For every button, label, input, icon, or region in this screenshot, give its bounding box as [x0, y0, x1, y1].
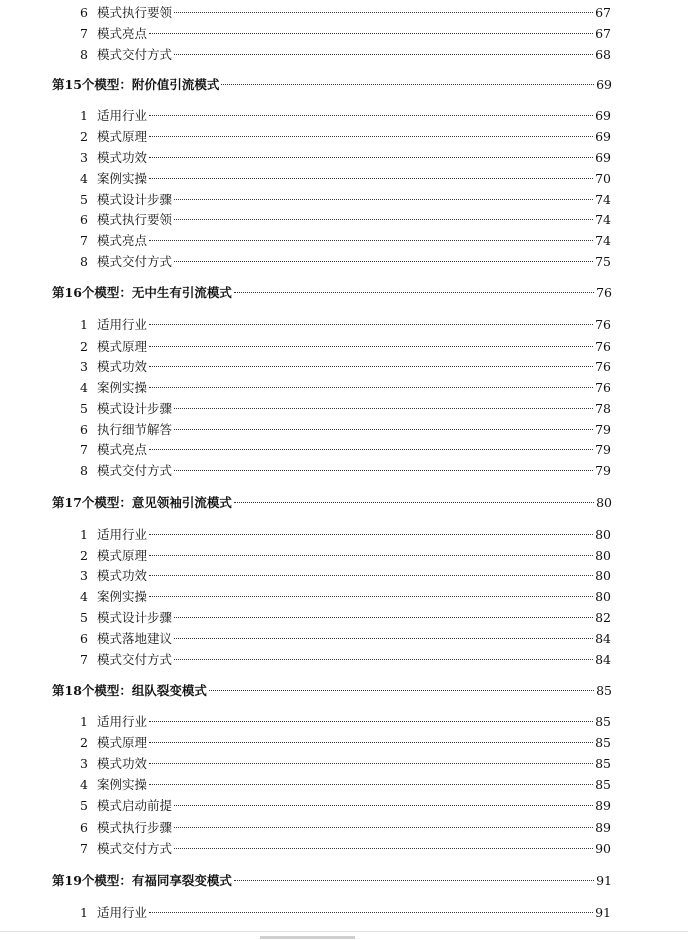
entry-number: 2: [80, 129, 88, 144]
entry-number: 7: [80, 26, 88, 41]
toc-entry[interactable]: [80, 231, 611, 251]
dot-leader: [149, 33, 593, 34]
entry-page-number: 69: [595, 150, 611, 165]
entry-number: 8: [80, 254, 88, 269]
entry-number: 8: [80, 47, 88, 62]
toc-entry[interactable]: [80, 210, 611, 230]
toc-entry[interactable]: [80, 566, 611, 586]
dot-leader: [149, 784, 593, 785]
chapter-title: 第16个模型：无中生有引流模式: [52, 285, 232, 300]
entry-page-number: 67: [595, 26, 611, 41]
entry-number: 4: [80, 380, 88, 395]
entry-label: 模式执行要领: [97, 212, 173, 227]
entry-number: 1: [80, 905, 88, 920]
entry-label: 执行细节解答: [97, 422, 173, 437]
toc-entry[interactable]: [80, 24, 611, 44]
toc-entry[interactable]: [80, 733, 611, 753]
dot-leader: [221, 84, 594, 85]
toc-entry[interactable]: [80, 903, 611, 923]
dot-leader: [174, 659, 593, 660]
chapter-title: 第19个模型：有福同享裂变模式: [52, 873, 232, 888]
toc-chapter-heading[interactable]: [52, 681, 612, 701]
toc-entry[interactable]: [80, 45, 611, 65]
dot-leader: [149, 742, 593, 743]
entry-number: 3: [80, 756, 88, 771]
entry-number: 2: [80, 339, 88, 354]
entry-label: 适用行业: [97, 108, 148, 123]
entry-label: 模式功效: [97, 756, 148, 771]
entry-number: 2: [80, 548, 88, 563]
entry-page-number: 84: [595, 652, 611, 667]
dot-leader: [149, 178, 593, 179]
entry-number: 6: [80, 820, 88, 835]
toc-entry[interactable]: [80, 461, 611, 481]
dot-leader: [149, 115, 593, 116]
dot-leader: [174, 219, 593, 220]
toc-chapter-heading[interactable]: [52, 871, 612, 891]
entry-label: 模式交付方式: [97, 841, 173, 856]
toc-entry[interactable]: [80, 357, 611, 377]
entry-number: 1: [80, 527, 88, 542]
dot-leader: [149, 346, 593, 347]
toc-entry[interactable]: [80, 650, 611, 670]
dot-leader: [149, 449, 593, 450]
entry-page-number: 85: [595, 777, 611, 792]
entry-label: 模式设计步骤: [97, 401, 173, 416]
toc-entry[interactable]: [80, 169, 611, 189]
entry-page-number: 82: [595, 610, 611, 625]
entry-label: 模式执行要领: [97, 5, 173, 20]
dot-leader: [149, 596, 593, 597]
entry-number: 4: [80, 589, 88, 604]
entry-number: 5: [80, 401, 88, 416]
entry-number: 5: [80, 798, 88, 813]
entry-page-number: 85: [595, 756, 611, 771]
entry-page-number: 74: [595, 233, 611, 248]
entry-page-number: 78: [595, 401, 611, 416]
entry-number: 1: [80, 714, 88, 729]
entry-page-number: 74: [595, 192, 611, 207]
entry-page-number: 76: [595, 380, 611, 395]
entry-page-number: 79: [595, 422, 611, 437]
entry-number: 7: [80, 442, 88, 457]
entry-label: 模式交付方式: [97, 47, 173, 62]
entry-label: 模式交付方式: [97, 463, 173, 478]
entry-label: 模式原理: [97, 339, 148, 354]
entry-page-number: 80: [595, 568, 611, 583]
entry-label: 模式原理: [97, 548, 148, 563]
toc-entry[interactable]: [80, 252, 611, 272]
chapter-page-number: 80: [596, 495, 612, 510]
toc-entry[interactable]: [80, 629, 611, 649]
dot-leader: [174, 827, 593, 828]
entry-label: 模式落地建议: [97, 631, 173, 646]
dot-leader: [174, 805, 593, 806]
dot-leader: [149, 555, 593, 556]
dot-leader: [149, 575, 593, 576]
entry-label: 适用行业: [97, 905, 148, 920]
entry-number: 7: [80, 841, 88, 856]
page-divider: [0, 931, 688, 932]
dot-leader: [174, 199, 593, 200]
dot-leader: [174, 12, 593, 13]
dot-leader: [149, 387, 593, 388]
entry-page-number: 75: [595, 254, 611, 269]
entry-label: 模式功效: [97, 150, 148, 165]
entry-number: 6: [80, 631, 88, 646]
toc-chapter-heading[interactable]: [52, 75, 612, 95]
entry-number: 8: [80, 463, 88, 478]
entry-label: 适用行业: [97, 527, 148, 542]
entry-number: 6: [80, 422, 88, 437]
toc-entry[interactable]: [80, 839, 611, 859]
entry-label: 模式功效: [97, 359, 148, 374]
chapter-page-number: 76: [596, 285, 612, 300]
entry-label: 模式设计步骤: [97, 192, 173, 207]
toc-entry[interactable]: [80, 337, 611, 357]
entry-label: 案例实操: [97, 777, 148, 792]
entry-number: 1: [80, 317, 88, 332]
toc-entry[interactable]: [80, 420, 611, 440]
entry-label: 模式设计步骤: [97, 610, 173, 625]
entry-number: 4: [80, 777, 88, 792]
dot-leader: [174, 638, 593, 639]
entry-page-number: 67: [595, 5, 611, 20]
entry-page-number: 74: [595, 212, 611, 227]
entry-page-number: 79: [595, 442, 611, 457]
entry-number: 3: [80, 359, 88, 374]
toc-entry[interactable]: [80, 754, 611, 774]
toc-entry[interactable]: [80, 148, 611, 168]
entry-label: 模式功效: [97, 568, 148, 583]
dot-leader: [149, 136, 593, 137]
toc-entry[interactable]: [80, 608, 611, 628]
toc-entry[interactable]: [80, 106, 611, 126]
toc-entry[interactable]: [80, 399, 611, 419]
entry-number: 5: [80, 610, 88, 625]
entry-label: 适用行业: [97, 714, 148, 729]
entry-number: 3: [80, 150, 88, 165]
dot-leader: [149, 912, 593, 913]
dot-leader: [149, 157, 593, 158]
entry-page-number: 89: [595, 798, 611, 813]
entry-page-number: 80: [595, 548, 611, 563]
chapter-title: 第15个模型：附价值引流模式: [52, 77, 220, 92]
entry-label: 模式原理: [97, 129, 148, 144]
entry-page-number: 80: [595, 589, 611, 604]
toc-entry[interactable]: [80, 440, 611, 460]
dot-leader: [234, 292, 594, 293]
toc-entry[interactable]: [80, 546, 611, 566]
entry-label: 模式原理: [97, 735, 148, 750]
entry-label: 模式亮点: [97, 26, 148, 41]
chapter-page-number: 85: [596, 683, 612, 698]
dot-leader: [234, 502, 594, 503]
dot-leader: [149, 534, 593, 535]
toc-entry[interactable]: [80, 712, 611, 732]
entry-label: 模式亮点: [97, 233, 148, 248]
dot-leader: [174, 848, 593, 849]
entry-page-number: 91: [595, 905, 611, 920]
entry-number: 1: [80, 108, 88, 123]
toc-entry[interactable]: [80, 525, 611, 545]
toc-entry[interactable]: [80, 818, 611, 838]
entry-number: 6: [80, 212, 88, 227]
entry-page-number: 69: [595, 129, 611, 144]
entry-page-number: 85: [595, 714, 611, 729]
dot-leader: [149, 324, 593, 325]
toc-entry[interactable]: [80, 127, 611, 147]
page-scroll-indicator[interactable]: [260, 936, 355, 939]
entry-label: 模式亮点: [97, 442, 148, 457]
chapter-title: 第18个模型：组队裂变模式: [52, 683, 207, 698]
chapter-page-number: 69: [596, 77, 612, 92]
dot-leader: [149, 240, 593, 241]
chapter-title: 第17个模型：意见领袖引流模式: [52, 495, 232, 510]
entry-page-number: 68: [595, 47, 611, 62]
dot-leader: [174, 261, 593, 262]
entry-label: 模式交付方式: [97, 254, 173, 269]
entry-page-number: 76: [595, 359, 611, 374]
toc-entry[interactable]: [80, 775, 611, 795]
dot-leader: [234, 880, 594, 881]
entry-label: 模式交付方式: [97, 652, 173, 667]
dot-leader: [174, 617, 593, 618]
dot-leader: [174, 470, 593, 471]
entry-page-number: 76: [595, 339, 611, 354]
dot-leader: [174, 54, 593, 55]
entry-number: 2: [80, 735, 88, 750]
entry-label: 案例实操: [97, 171, 148, 186]
dot-leader: [174, 429, 593, 430]
chapter-page-number: 91: [596, 873, 612, 888]
toc-entry[interactable]: [80, 796, 611, 816]
toc-entry[interactable]: [80, 587, 611, 607]
entry-page-number: 89: [595, 820, 611, 835]
entry-label: 案例实操: [97, 380, 148, 395]
dot-leader: [149, 763, 593, 764]
entry-number: 7: [80, 233, 88, 248]
dot-leader: [209, 690, 594, 691]
entry-number: 6: [80, 5, 88, 20]
entry-label: 案例实操: [97, 589, 148, 604]
entry-page-number: 69: [595, 108, 611, 123]
entry-page-number: 85: [595, 735, 611, 750]
toc-chapter-heading[interactable]: [52, 283, 612, 303]
entry-number: 4: [80, 171, 88, 186]
entry-label: 模式启动前提: [97, 798, 173, 813]
entry-number: 7: [80, 652, 88, 667]
entry-number: 3: [80, 568, 88, 583]
dot-leader: [174, 408, 593, 409]
entry-page-number: 90: [595, 841, 611, 856]
toc-chapter-heading[interactable]: [52, 493, 612, 513]
entry-page-number: 84: [595, 631, 611, 646]
toc-entry[interactable]: [80, 3, 611, 23]
entry-page-number: 79: [595, 463, 611, 478]
entry-page-number: 80: [595, 527, 611, 542]
entry-page-number: 70: [595, 171, 611, 186]
dot-leader: [149, 366, 593, 367]
entry-number: 5: [80, 192, 88, 207]
entry-label: 模式执行步骤: [97, 820, 173, 835]
toc-entry[interactable]: [80, 190, 611, 210]
entry-label: 适用行业: [97, 317, 148, 332]
toc-entry[interactable]: [80, 378, 611, 398]
dot-leader: [149, 721, 593, 722]
toc-entry[interactable]: [80, 315, 611, 335]
entry-page-number: 76: [595, 317, 611, 332]
